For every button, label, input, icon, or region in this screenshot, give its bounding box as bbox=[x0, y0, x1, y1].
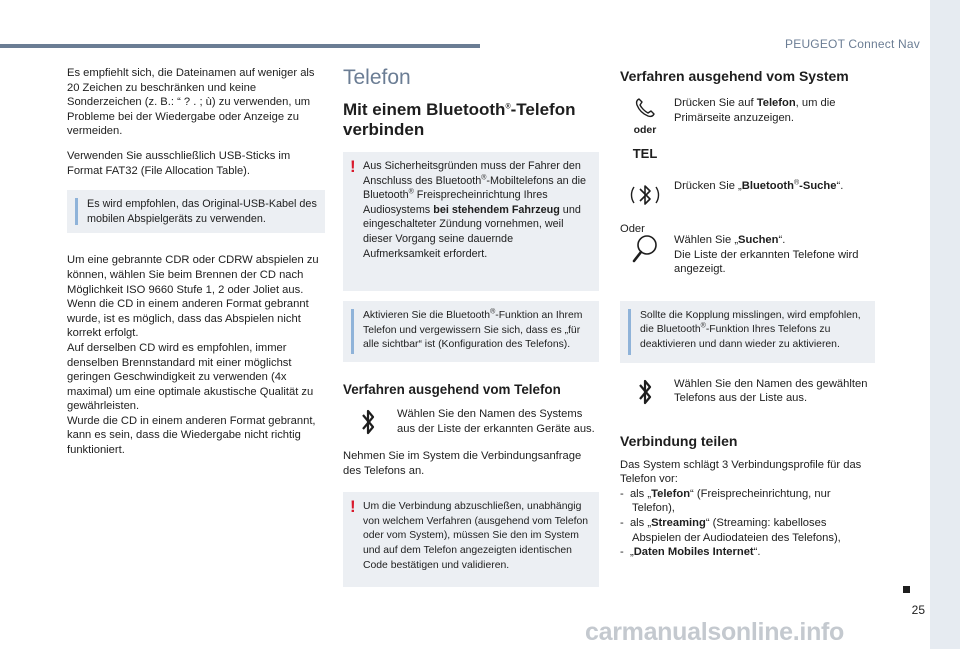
warning-text: Aus Sicherheitsgründen muss der Fahrer den Anschluss des Bluetooth bbox=[363, 160, 581, 187]
page-number: 25 bbox=[911, 603, 925, 617]
paragraph-usb-format: Verwenden Sie ausschließlich USB-Sticks im Format FAT32 (File Allocation Table). bbox=[67, 149, 291, 177]
info-bar-icon bbox=[351, 309, 354, 354]
warning-text: Um die Verbindung abzuschließen, unabhängig von welchem Verfahren (ausgehend vom Telefon oder vom System), müssen Sie den im System und auf dem Telefon angezeigten identischen Code bestätigen und validieren. bbox=[363, 501, 589, 571]
step-text bbox=[670, 175, 843, 194]
column-middle bbox=[343, 66, 599, 587]
step-icon-cell bbox=[343, 407, 393, 437]
list-text: als „ bbox=[629, 516, 652, 529]
watermark: carmanualsonline.info bbox=[585, 618, 845, 646]
step-text-part: Die Liste der erkannten Telefone wird angezeigt. bbox=[674, 248, 859, 276]
warning-text: und eingeschalteter Zündung vornehmen, weil dieser Vorgang seine dauernde Aufmerksamkeit erfordert. bbox=[363, 203, 581, 260]
oder-text: Oder bbox=[620, 223, 645, 235]
step-search bbox=[620, 233, 875, 277]
list-dash: - bbox=[620, 487, 624, 500]
info-note-activate bbox=[343, 301, 599, 362]
info-text: Aktivieren Sie die Bluetooth bbox=[363, 310, 491, 322]
list-bold: Telefon bbox=[651, 487, 691, 500]
step-text-part: Drücken Sie auf bbox=[674, 97, 757, 109]
step-text-part: Drücken Sie „ bbox=[674, 180, 742, 192]
warning-exclamation-icon: ! bbox=[350, 497, 356, 517]
step-text-part: “. bbox=[836, 180, 844, 192]
list-item bbox=[620, 545, 875, 560]
brand-title: PEUGEOT Connect Nav bbox=[785, 37, 920, 51]
list-bold: Streaming bbox=[651, 516, 706, 529]
step-text bbox=[670, 96, 875, 125]
column-right bbox=[620, 66, 875, 560]
phone-handset-icon bbox=[633, 96, 657, 120]
step-icon-cell bbox=[620, 175, 670, 215]
step-text-part: “. bbox=[778, 234, 786, 246]
list-text: “ (Streaming: kabelloses Abspielen der Audiodateien des Telefons), bbox=[632, 516, 841, 544]
cd-line-1: Um eine gebrannte CDR oder CDRW abspielen zu können, wählen Sie beim Brennen der CD nach Möglichkeit ISO 9660 Stufe 1, 2 oder Joliet aus. bbox=[67, 254, 319, 296]
cd-line-4: Wurde die CD in einem anderen Format gebrannt, kann es sein, dass die Wiedergabe nicht richtig funktioniert. bbox=[67, 414, 316, 457]
list-text: als „ bbox=[629, 487, 652, 500]
bluetooth-circle-icon bbox=[625, 175, 665, 215]
subheading-share-connection: Verbindung teilen bbox=[620, 432, 738, 449]
info-note-text: Es wird empfohlen, das Original-USB-Kabel des mobilen Abspielgeräts zu verwenden. bbox=[87, 198, 317, 225]
oder-label: oder bbox=[633, 124, 657, 136]
step-bold: Suchen bbox=[738, 234, 779, 246]
paragraph-filenames: Es empfiehlt sich, die Dateinamen auf weniger als 20 Zeichen zu beschränken und keine Sonderzeichen (z. B.: “ ? . ; ù) zu verwenden, um Probleme bei der Wiedergabe oder Anzeige zu vermeiden. bbox=[67, 67, 315, 138]
warning-note-code bbox=[343, 492, 599, 587]
list-bold: Daten Mobiles Internet bbox=[633, 546, 754, 559]
step-bold: Telefon bbox=[756, 97, 796, 109]
warning-bold: bei stehendem Fahrzeug bbox=[433, 203, 560, 216]
list-text: “ (Freisprecheinrichtung, nur Telefon), bbox=[632, 487, 831, 515]
list-dash: - bbox=[620, 546, 624, 559]
cd-line-3: Auf derselben CD wird es empfohlen, immer denselben Brennstandard mit einer möglichst geringen Geschwindigkeit zu verwenden (4x maximal) um eine optimale akustische Qualität zu gewährleisten. bbox=[67, 341, 314, 413]
info-text: Sollte die Kopplung misslingen, wird empfohlen, die Bluetooth bbox=[640, 309, 861, 336]
step-text bbox=[670, 233, 875, 277]
subheading-from-phone: Verfahren ausgehend vom Telefon bbox=[343, 381, 561, 397]
warning-text: Freisprecheinrichtung Ihres Audiosystems bbox=[363, 189, 548, 216]
page-edge-strip bbox=[930, 0, 960, 649]
tel-label: TEL bbox=[632, 146, 658, 161]
search-magnifier-icon bbox=[630, 233, 660, 265]
step-select-phone bbox=[620, 377, 875, 407]
list-item bbox=[620, 487, 875, 516]
info-text: -Funktion an Ihrem Telefon und vergewissern Sie sich, dass es „für alle sichtbar“ ist (Konfiguration des Telefons). bbox=[363, 310, 583, 351]
header-rule bbox=[0, 44, 480, 48]
step-text: Wählen Sie den Namen des gewählten Telefons aus der Liste aus. bbox=[674, 377, 868, 405]
heading-part: Mit einem Bluetooth bbox=[343, 100, 506, 119]
warning-exclamation-icon: ! bbox=[350, 157, 356, 176]
registered-mark: ® bbox=[700, 322, 706, 330]
registered-mark: ® bbox=[490, 308, 496, 316]
list-dash: - bbox=[620, 516, 624, 529]
info-note-usb-cable bbox=[67, 190, 325, 233]
cd-line-2: Wenn die CD in einem anderen Format gebrannt wurde, ist es möglich, dass das Abspielen nicht korrekt erfolgt. bbox=[67, 298, 309, 340]
registered-mark: ® bbox=[505, 103, 511, 111]
step-icon-cell bbox=[620, 377, 670, 407]
info-note-pairing-failed bbox=[620, 301, 875, 363]
info-text: -Funktion Ihres Telefons zu deaktivieren und dann wieder zu aktivieren. bbox=[640, 324, 840, 350]
paragraph-profiles: Das System schlägt 3 Verbindungsprofile für das Telefon vor: bbox=[620, 458, 862, 486]
section-title: Telefon bbox=[343, 66, 411, 89]
step-text: Wählen Sie den Namen des Systems aus der Liste der erkannten Geräte aus. bbox=[397, 407, 595, 435]
bluetooth-icon bbox=[637, 377, 653, 407]
step-bluetooth-search bbox=[620, 175, 875, 215]
registered-mark: ® bbox=[793, 179, 800, 187]
paragraph-cd-burning bbox=[67, 253, 325, 457]
warning-text: -Mobiltelefons an die Bluetooth bbox=[363, 174, 587, 202]
step-text-part: Wählen Sie „ bbox=[674, 234, 739, 246]
warning-note-safety bbox=[343, 152, 599, 291]
info-bar-icon bbox=[628, 309, 631, 355]
list-item bbox=[620, 516, 875, 545]
bluetooth-icon bbox=[360, 407, 376, 437]
list-text: “. bbox=[753, 546, 761, 559]
registered-mark: ® bbox=[481, 174, 487, 181]
profile-list bbox=[620, 487, 875, 560]
step-text-part: , um die Primärseite anzuzeigen. bbox=[674, 97, 836, 124]
step-icon-cell bbox=[620, 233, 670, 265]
info-bar-icon bbox=[75, 198, 78, 225]
step-press-telefon bbox=[620, 96, 875, 161]
step-icon-cell bbox=[620, 96, 670, 161]
subheading-from-system: Verfahren ausgehend vom System bbox=[620, 68, 849, 84]
step-bold: Bluetooth bbox=[741, 180, 794, 192]
step-bold: -Suche bbox=[799, 180, 837, 192]
step-select-system bbox=[343, 407, 599, 437]
column-left bbox=[67, 66, 325, 458]
heading-bluetooth-connect bbox=[343, 100, 599, 140]
heading-part: -Telefon verbinden bbox=[343, 100, 576, 139]
registered-mark: ® bbox=[408, 188, 414, 196]
paragraph-accept-request: Nehmen Sie im System die Verbindungsanfrage des Telefons an. bbox=[343, 449, 582, 477]
list-text: „ bbox=[629, 546, 634, 559]
end-of-section-mark bbox=[903, 586, 910, 593]
